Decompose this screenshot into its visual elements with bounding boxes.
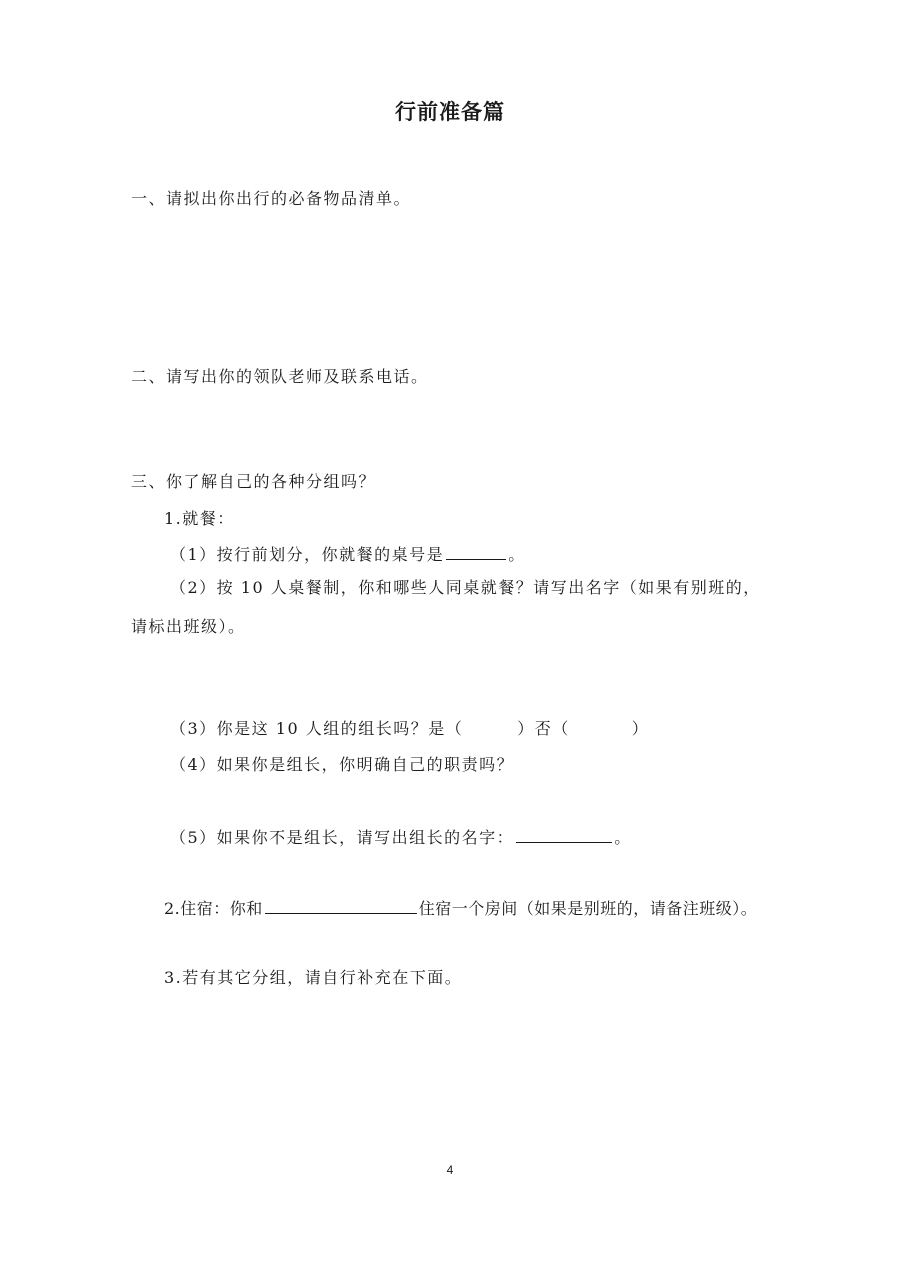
dining-item-4: （4）如果你是组长，你明确自己的职责吗？ <box>170 755 515 774</box>
dining-item-2-line-2: 请标出班级）。 <box>131 617 246 636</box>
dining-item-3-text: （3）你是这 10 人组的组长吗？是（ <box>170 719 464 738</box>
lodging-text-end: 住宿一个房间（如果是别班的，请备注班级）。 <box>418 899 758 918</box>
table-number-blank[interactable] <box>446 543 506 560</box>
dining-item-3-end: ） <box>631 719 650 738</box>
dining-item-1-end: 。 <box>508 545 526 564</box>
roommate-blank[interactable] <box>265 897 417 914</box>
other-groups: 3.若有其它分组，请自行补充在下面。 <box>164 968 463 987</box>
dining-item-2-line-1: （2）按 10 人桌餐制，你和哪些人同桌就餐？请写出名字（如果有别班的， <box>170 578 761 597</box>
dining-item-3-mid: ）否（ <box>517 719 570 738</box>
dining-item-5 <box>170 826 632 849</box>
question-1: 一、请拟出你出行的必备物品清单。 <box>131 189 412 208</box>
dining-item-5-text: （5）如果你不是组长，请写出组长的名字： <box>170 828 515 847</box>
lodging-line <box>164 897 757 920</box>
leader-name-blank[interactable] <box>516 826 612 843</box>
question-2: 二、请写出你的领队老师及联系电话。 <box>131 367 429 386</box>
dining-heading: 1.就餐： <box>164 509 235 528</box>
question-3: 三、你了解自己的各种分组吗？ <box>131 472 377 491</box>
dining-item-1 <box>170 543 526 566</box>
dining-item-5-end: 。 <box>614 828 632 847</box>
page-title: 行前准备篇 <box>395 100 505 124</box>
dining-item-1-text: （1）按行前划分，你就餐的桌号是 <box>170 545 445 564</box>
lodging-text: 2.住宿：你和 <box>164 899 263 918</box>
dining-item-3 <box>170 718 649 740</box>
page-number: 4 <box>446 1163 454 1177</box>
